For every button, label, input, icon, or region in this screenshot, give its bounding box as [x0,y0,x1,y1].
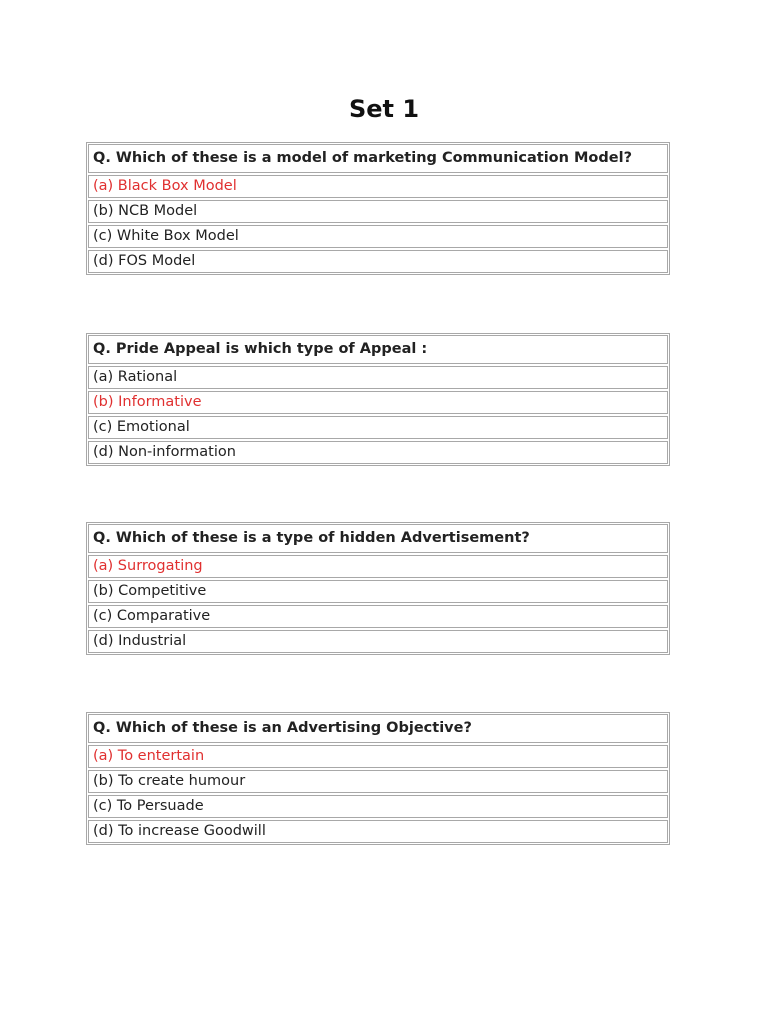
question-lead: W [110,530,132,546]
option-b: (b) Competitive [88,580,668,603]
option-c: (c) To Persuade [88,795,668,818]
option-a: (a) To entertain [88,745,668,768]
option-b: (b) NCB Model [88,200,668,223]
question-block-2 [86,333,670,466]
option-c: (c) Comparative [88,605,668,628]
option-d: (d) Non-information [88,441,668,464]
question-text [88,524,668,553]
question-block-4 [86,712,670,845]
option-c: (c) Emotional [88,416,668,439]
question-block-3 [86,522,670,655]
option-a: (a) Rational [88,366,668,389]
question-text [88,144,668,173]
question-body: hich of these is an Advertising Objective? [131,720,472,736]
question-text [88,335,668,364]
question-text [88,714,668,743]
option-b: (b) Informative [88,391,668,414]
question-lead: W [110,150,132,166]
page-title: Set 1 [348,95,420,123]
option-d: (d) To increase Goodwill [88,820,668,843]
option-d: (d) Industrial [88,630,668,653]
question-lead: Pride Appeal is which type of Appeal : [110,341,428,357]
question-prefix: Q. [93,150,111,166]
option-c: (c) White Box Model [88,225,668,248]
question-prefix: Q. [93,530,111,546]
option-b: (b) To create humour [88,770,668,793]
question-block-1 [86,142,670,275]
question-prefix: Q. [93,720,111,736]
question-body: hich of these is a model of marketing Communication Model? [131,150,632,166]
option-a: (a) Surrogating [88,555,668,578]
option-d: (d) FOS Model [88,250,668,273]
option-a: (a) Black Box Model [88,175,668,198]
question-body: hich of these is a type of hidden Advertisement? [131,530,530,546]
question-prefix: Q. [93,341,111,357]
question-lead: W [110,720,132,736]
